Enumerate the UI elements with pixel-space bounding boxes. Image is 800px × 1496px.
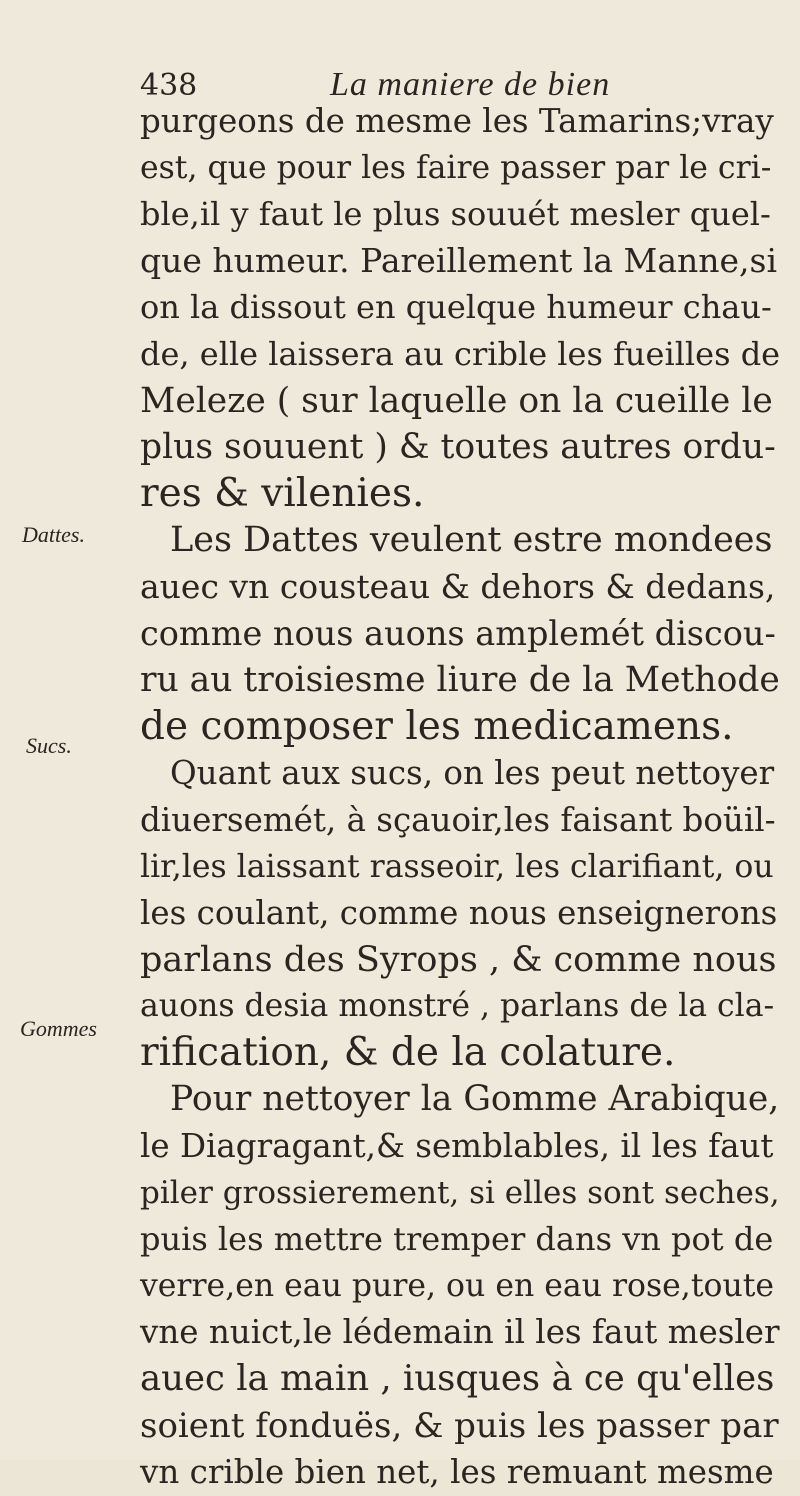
margin-note-dattes: Dattes. bbox=[22, 522, 85, 547]
text-line: auons desia monstré , parlans de la cla- bbox=[140, 988, 775, 1025]
text-line: de, elle laissera au crible les fueilles de bbox=[140, 334, 781, 373]
text-line: on la dissout en quelque humeur chau- bbox=[140, 288, 772, 327]
text-line: est, que pour les faire passer par le cri- bbox=[140, 149, 772, 186]
text-line: lir,les laissant rasseoir, les clarifiant, ou bbox=[140, 848, 774, 885]
text-line: vne nuict,le lédemain il les faut mesler bbox=[140, 1313, 780, 1352]
text-line: soient fonduës, & puis les passer par bbox=[140, 1405, 779, 1446]
text-line: ru au troisiesme liure de la Methode bbox=[140, 660, 780, 701]
text-line: piler grossierement, si elles sont seches, bbox=[140, 1174, 780, 1211]
text-line: diuersemét, à sçauoir,les faisant boüil- bbox=[140, 800, 776, 839]
text-line: le Diagragant,& semblables, il les faut bbox=[140, 1127, 774, 1166]
text-line: que humeur. Pareillement la Manne,si bbox=[140, 240, 778, 280]
text-line: de composer les medicamens. bbox=[140, 703, 734, 749]
text-line: ble,il y faut le plus souuét mesler quel- bbox=[140, 195, 771, 234]
text-line: purgeons de mesme les Tamarins;vray bbox=[140, 102, 774, 140]
text-line: Pour nettoyer la Gomme Arabique, bbox=[170, 1079, 780, 1120]
text-line: res & vilenies. bbox=[140, 470, 425, 516]
text-line: parlans des Syrops , & comme nous bbox=[140, 939, 777, 980]
page-number: 438 bbox=[140, 68, 198, 103]
body-text bbox=[140, 98, 780, 1496]
text-line: rification, & de la colature. bbox=[140, 1029, 676, 1075]
text-line: les coulant, comme nous enseignerons bbox=[140, 894, 778, 933]
text-line: auec vn cousteau & dehors & dedans, bbox=[140, 566, 776, 606]
text-line: plus souuent ) & toutes autres ordu- bbox=[140, 427, 776, 468]
text-line: auec la main , iusques à ce qu'elles bbox=[140, 1358, 775, 1400]
margin-note-sucs: Sucs. bbox=[26, 733, 72, 758]
text-line: Meleze ( sur laquelle on la cueille le bbox=[140, 380, 773, 421]
text-line: Les Dattes veulent estre mondees bbox=[170, 520, 773, 561]
text-line: verre,en eau pure, ou en eau rose,toute bbox=[140, 1267, 775, 1304]
text-line: comme nous auons amplemét discou- bbox=[140, 613, 776, 653]
text-line: vn crible bien net, les remuant mesme bbox=[140, 1453, 774, 1492]
text-line: puis les mettre tremper dans vn pot de bbox=[140, 1220, 774, 1259]
margin-note-gommes: Gommes bbox=[20, 1016, 97, 1041]
text-line: Quant aux sucs, on les peut nettoyer bbox=[170, 754, 775, 793]
running-title: La maniere de bien bbox=[330, 66, 611, 103]
